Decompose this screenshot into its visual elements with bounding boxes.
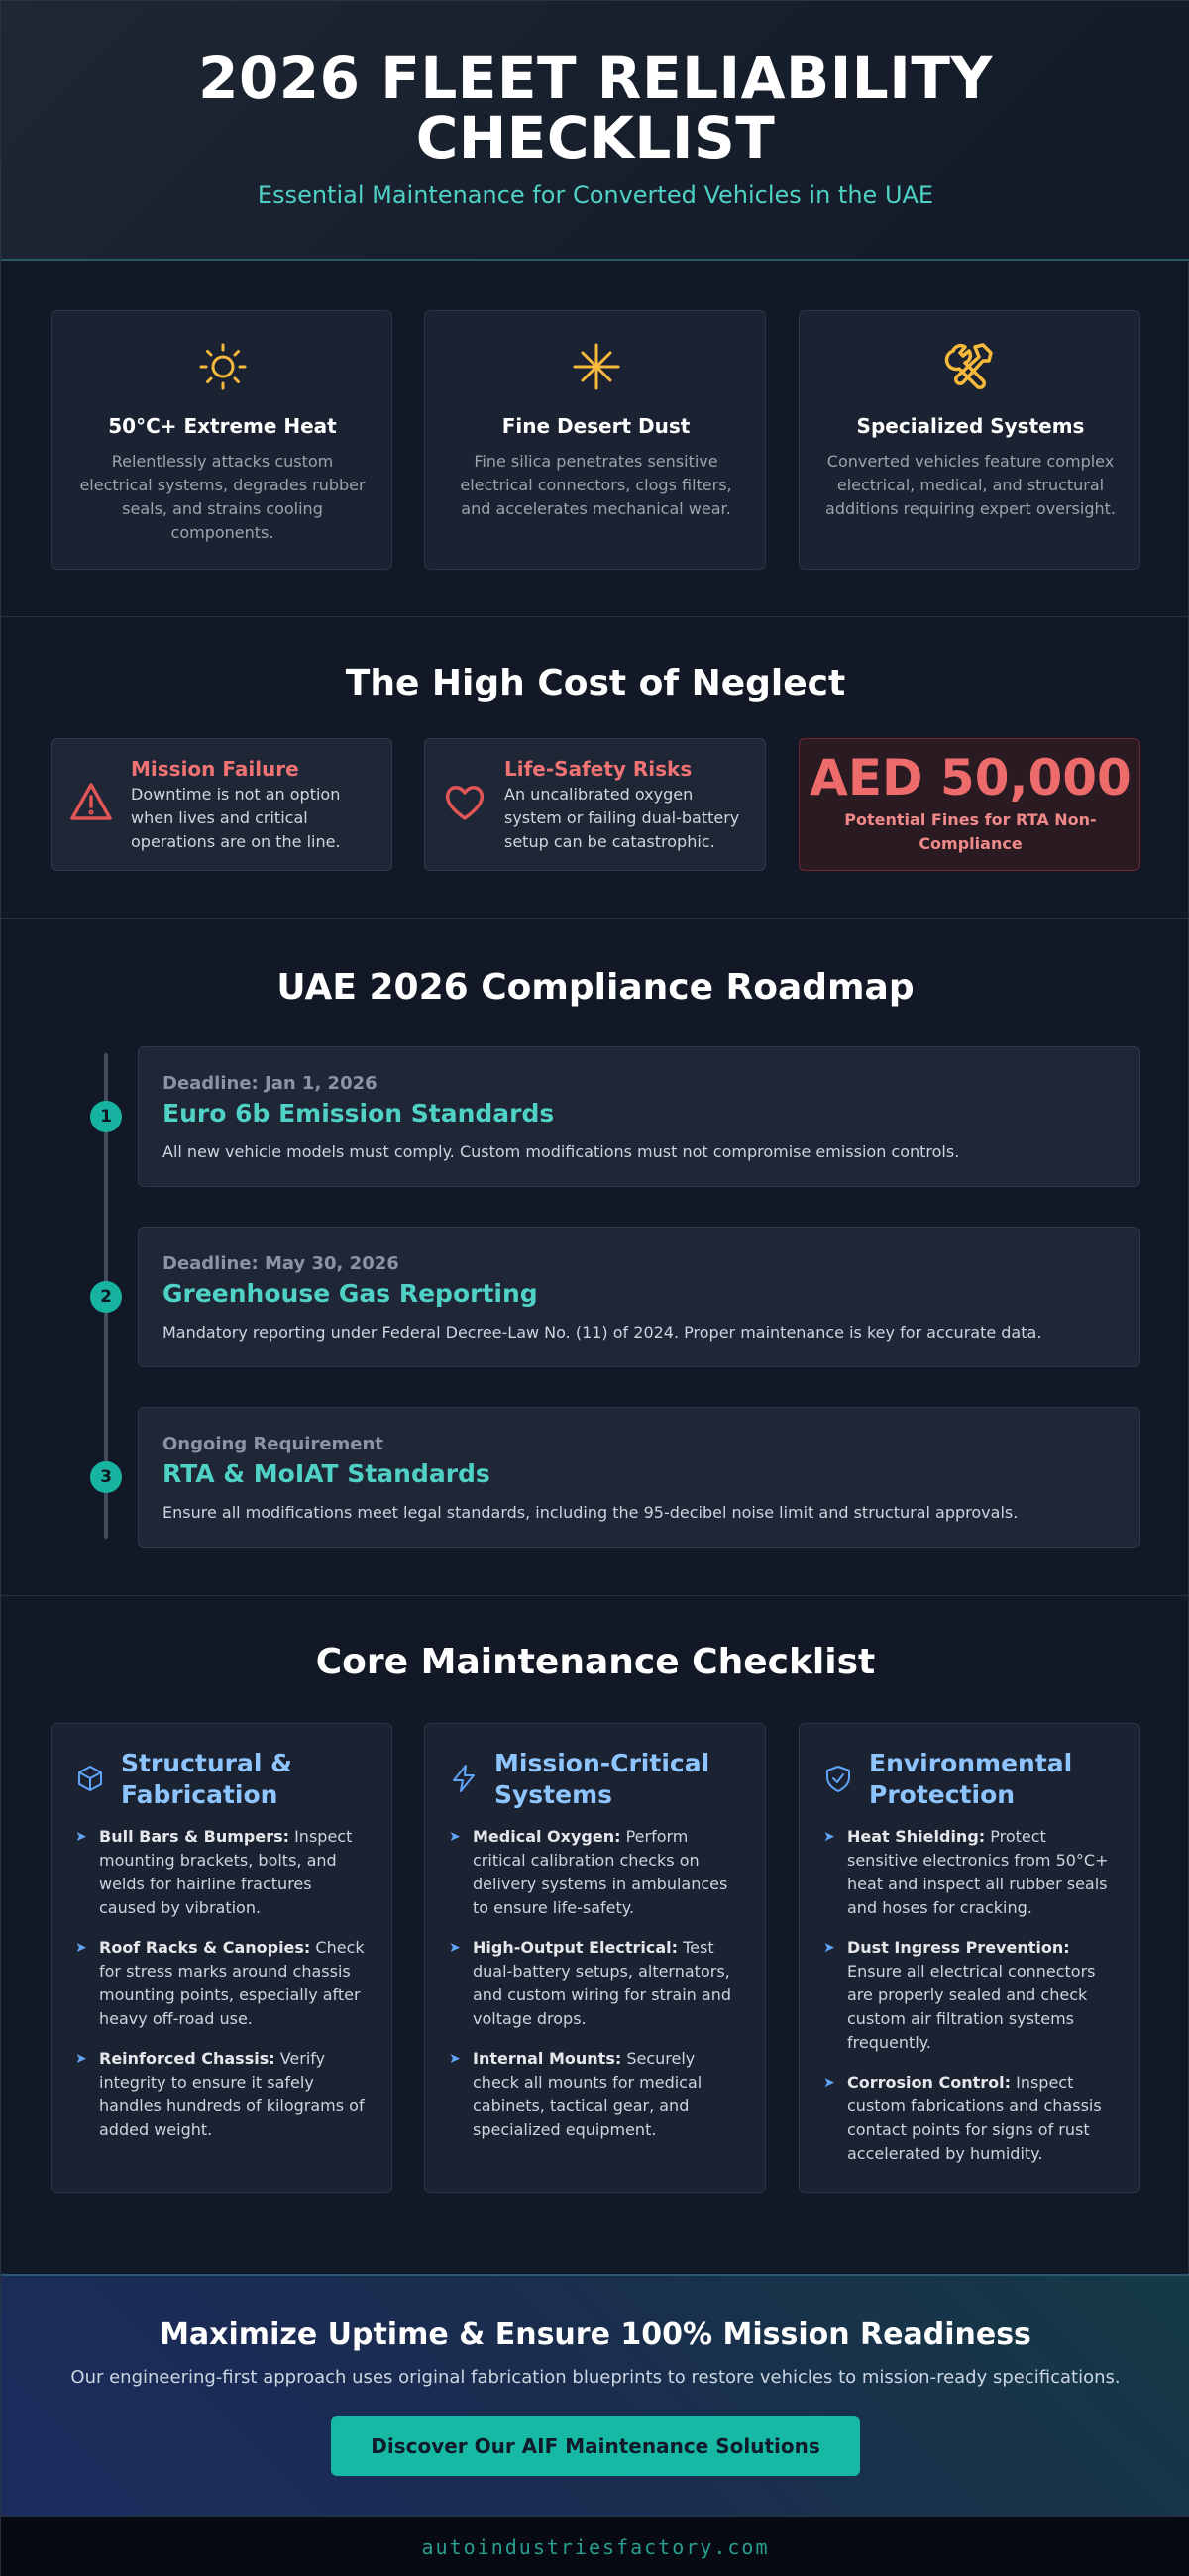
checklist-card-structural [51,1723,392,2193]
dust-icon [425,337,767,396]
item-text: Protect sensitive electronics from 50°C+ heat and inspect all rubber seals and hoses for cracking. [847,1827,1109,1917]
threat-card-heat [51,310,392,570]
checklist-group-title: Mission-Critical Systems [494,1749,710,1809]
item-label: Reinforced Chassis: [99,2049,275,2068]
checklist-item [75,1825,373,1920]
page-title [1,45,1189,171]
milestone-desc: Mandatory reporting under Federal Decree-Law No. (11) of 2024. Proper maintenance is key for accurate data. [162,1323,1042,1342]
milestone-desc: Ensure all modifications meet legal standards, including the 95-decibel noise limit and structural approvals. [162,1503,1019,1522]
threat-desc: Relentlessly attacks custom electrical systems, degrades rubber seals, and strains cooling components. [79,452,366,542]
step-marker: 2 [90,1281,122,1313]
section-title: UAE 2026 Compliance Roadmap [276,967,915,1008]
page-subtitle: Essential Maintenance for Converted Vehicles in the UAE [257,181,934,209]
section-title: Core Maintenance Checklist [315,1642,876,1682]
fine-card [799,738,1140,871]
milestone-title: RTA & MoIAT Standards [162,1459,490,1488]
discover-solutions-button[interactable]: Discover Our AIF Maintenance Solutions [331,2416,860,2476]
arrow-icon: ➤ [823,1829,835,1845]
checklist-group-title: Structural & Fabrication [121,1749,292,1809]
item-text: Ensure all electrical connectors are properly sealed and check custom air filtration systems frequently. [847,1962,1096,2052]
checklist-section [1,1596,1189,2274]
arrow-icon: ➤ [823,2075,835,2091]
milestone-deadline: Deadline: May 30, 2026 [162,1253,399,1274]
item-label: Bull Bars & Bumpers: [99,1827,289,1846]
checklist-card-systems [424,1723,766,2193]
risk-desc: An uncalibrated oxygen system or failing dual-battery setup can be catastrophic. [504,785,740,851]
risk-card-mission [51,738,392,871]
item-label: High-Output Electrical: [473,1938,678,1957]
cube-icon [75,1764,105,1793]
threat-title: 50°C+ Extreme Heat [108,414,337,438]
milestone-card [138,1407,1140,1548]
milestone-title: Greenhouse Gas Reporting [162,1279,538,1308]
footer-website-link[interactable]: autoindustriesfactory.com [421,2535,770,2559]
warning-icon [69,781,113,824]
item-text: Verify integrity to ensure it safely handles hundreds of kilograms of added weight. [99,2049,365,2139]
cost-section [1,617,1189,919]
arrow-icon: ➤ [75,1940,87,1956]
checklist-items [75,1825,373,2158]
risk-desc: Downtime is not an option when lives and critical operations are on the line. [131,785,341,851]
checklist-group-title: Environmental Protection [869,1749,1073,1809]
milestone-deadline: Ongoing Requirement [162,1434,383,1454]
milestone-card [138,1046,1140,1187]
risk-title: Life-Safety Risks [504,757,693,781]
cta-title: Maximize Uptime & Ensure 100% Mission Readiness [160,2317,1031,2352]
arrow-icon: ➤ [449,2051,461,2067]
threat-title: Fine Desert Dust [501,414,691,438]
threat-desc: Converted vehicles feature complex electrical, medical, and structural additions requiring expert oversight. [825,452,1116,518]
step-marker: 1 [90,1101,122,1132]
checklist-card-environmental [799,1723,1140,2193]
risk-title: Mission Failure [131,757,299,781]
checklist-item [75,1936,373,2031]
item-text: Test dual-battery setups, alternators, and custom wiring for strain and voltage drops. [473,1938,731,2028]
item-label: Internal Mounts: [473,2049,622,2068]
arrow-icon: ➤ [75,2051,87,2067]
milestone-deadline: Deadline: Jan 1, 2026 [162,1073,378,1094]
item-text: Securely check all mounts for medical cabinets, tactical gear, and specialized equipment. [473,2049,703,2139]
item-text: Inspect custom fabrications and chassis contact points for signs of rust accelerated by humidity. [847,2073,1102,2163]
threats-section [1,263,1189,617]
item-label: Dust Ingress Prevention: [847,1938,1070,1957]
threat-card-systems [799,310,1140,570]
arrow-icon: ➤ [449,1940,461,1956]
item-text: Check for stress marks around chassis mounting points, especially after heavy off-road use. [99,1938,365,2028]
checklist-item [823,1936,1121,2055]
item-text: Perform critical calibration checks on delivery systems in ambulances to ensure life-safety. [473,1827,728,1917]
roadmap-section [1,919,1189,1596]
arrow-icon: ➤ [823,1940,835,1956]
page-title-line2: CHECKLIST [415,104,776,171]
section-title: The High Cost of Neglect [345,663,846,703]
heart-icon [443,781,486,824]
threat-desc: Fine silica penetrates sensitive electrical connectors, clogs filters, and accelerates mechanical wear. [460,452,732,518]
milestone-card [138,1227,1140,1367]
cta-section [1,2274,1189,2516]
step-marker: 3 [90,1461,122,1493]
checklist-items [823,1825,1121,2182]
item-label: Heat Shielding: [847,1827,986,1846]
checklist-item [449,1936,746,2031]
arrow-icon: ➤ [449,1829,461,1845]
item-label: Corrosion Control: [847,2073,1012,2092]
milestone-title: Euro 6b Emission Standards [162,1099,555,1127]
bolt-icon [449,1764,479,1793]
sun-icon [52,337,393,396]
threat-card-dust [424,310,766,570]
page-title-line1: 2026 FLEET RELIABILITY [198,45,993,112]
checklist-item [75,2047,373,2142]
arrow-icon: ➤ [75,1829,87,1845]
threat-title: Specialized Systems [856,414,1085,438]
fine-label: Potential Fines for RTA Non-Compliance [844,810,1097,853]
milestone-desc: All new vehicle models must comply. Custom modifications must not compromise emission controls. [162,1142,960,1161]
checklist-item [823,2071,1121,2166]
item-label: Roof Racks & Canopies: [99,1938,311,1957]
shield-icon [823,1764,853,1793]
hero-header [1,1,1189,261]
risk-card-safety [424,738,766,871]
checklist-item [449,1825,746,1920]
footer [1,2516,1189,2576]
checklist-item [449,2047,746,2142]
fine-amount: AED 50,000 [810,749,1132,806]
checklist-item [823,1825,1121,1920]
cta-description: Our engineering-first approach uses original fabrication blueprints to restore vehicles to mission-ready specifications. [70,2367,1121,2388]
item-label: Medical Oxygen: [473,1827,621,1846]
tools-icon [800,337,1141,396]
item-text: Inspect mounting brackets, bolts, and welds for hairline fractures caused by vibration. [99,1827,353,1917]
checklist-items [449,1825,746,2158]
